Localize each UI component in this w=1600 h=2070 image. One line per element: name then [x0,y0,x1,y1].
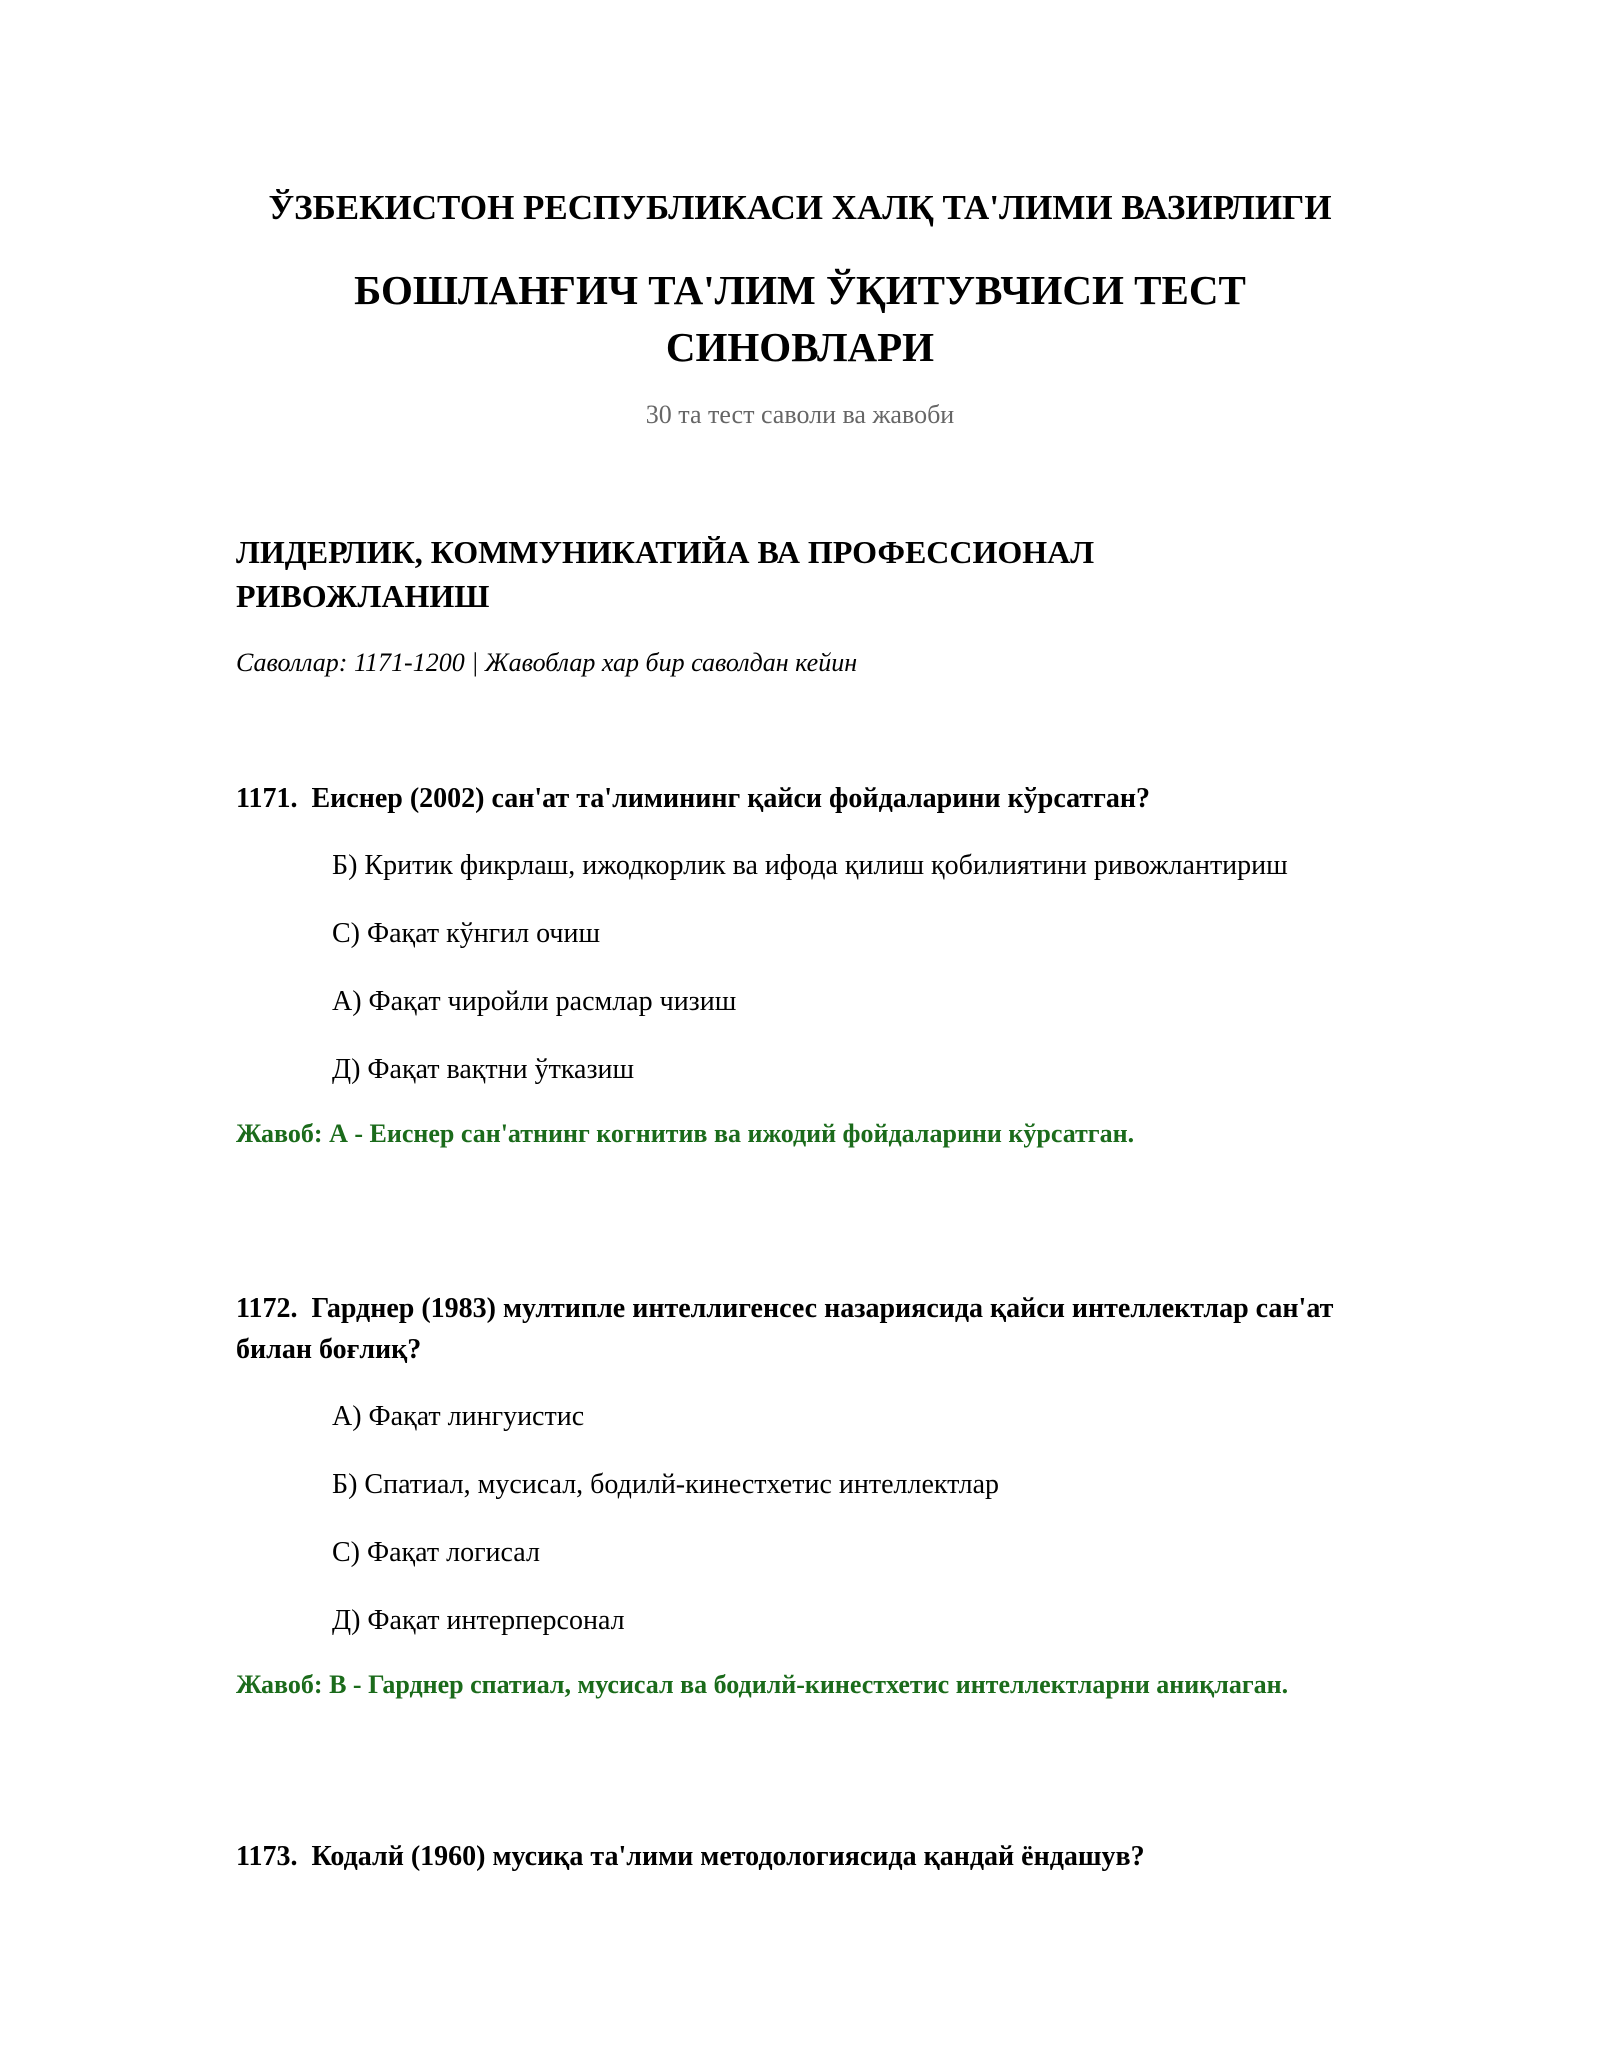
answer-text: Жавоб: В - Гарднер спатиал, мусисал ва бодилй-кинестхетис интеллектларни аниқлаган. [236,1670,1289,1699]
answer-text: Жавоб: А - Еиснер сан'атнинг когнитив ва ижодий фойдаларини кўрсатган. [236,1119,1135,1148]
document-title: БОШЛАНҒИЧ ТА'ЛИМ ЎҚИТУВЧИСИ ТЕСТ СИНОВЛАРИ [354,267,1246,370]
ministry-heading: ЎЗБЕКИСТОН РЕСПУБЛИКАСИ ХАЛҚ ТА'ЛИМИ ВАЗИРЛИГИ [268,188,1332,227]
question-number: 1172. [236,1293,298,1324]
options-list [236,1396,1366,1641]
question-1171 [236,778,1366,1152]
section-title: ЛИДЕРЛИК, КОММУНИКАТИЙА ВА ПРОФЕССИОНАЛ РИВОЖЛАНИШ [236,534,1095,614]
option-c: С) Фақат логисал [332,1537,540,1568]
question-body: Еиснер (2002) сан'ат та'лимининг қайси фойдаларини кўрсатган? [311,783,1151,814]
option-b: Б) Спатиал, мусисал, бодилй-кинестхетис интеллектлар [332,1469,1000,1500]
question-1173 [236,1836,1366,1877]
document-subtitle: 30 та тест саволи ва жавоби [645,400,955,429]
question-text [236,778,1366,819]
option-d: Д) Фақат интерперсонал [332,1605,625,1636]
section-meta: Саволлар: 1171-1200 | Жавоблар хар бир саволдан кейин [236,648,858,677]
options-list [236,845,1366,1090]
option-b: Б) Критик фикрлаш, ижодкорлик ва ифода қилиш қобилиятини ривожлантириш [332,850,1288,881]
option-d: Д) Фақат вақтни ўтказиш [332,1054,635,1085]
question-text [236,1288,1366,1370]
question-number: 1171. [236,783,298,814]
question-text [236,1836,1366,1877]
option-c: С) Фақат кўнгил очиш [332,918,601,949]
option-a: А) Фақат чиройли расмлар чизиш [332,986,737,1017]
question-body: Гарднер (1983) мултипле интеллигенсес назариясида қайси интеллектлар сан'ат билан боғлиқ? [236,1293,1334,1365]
question-1172 [236,1288,1366,1703]
question-number: 1173. [236,1841,298,1872]
question-body: Кодалй (1960) мусиқа та'лими методологиясида қандай ёндашув? [311,1841,1145,1872]
option-a: А) Фақат лингуистис [332,1401,585,1432]
